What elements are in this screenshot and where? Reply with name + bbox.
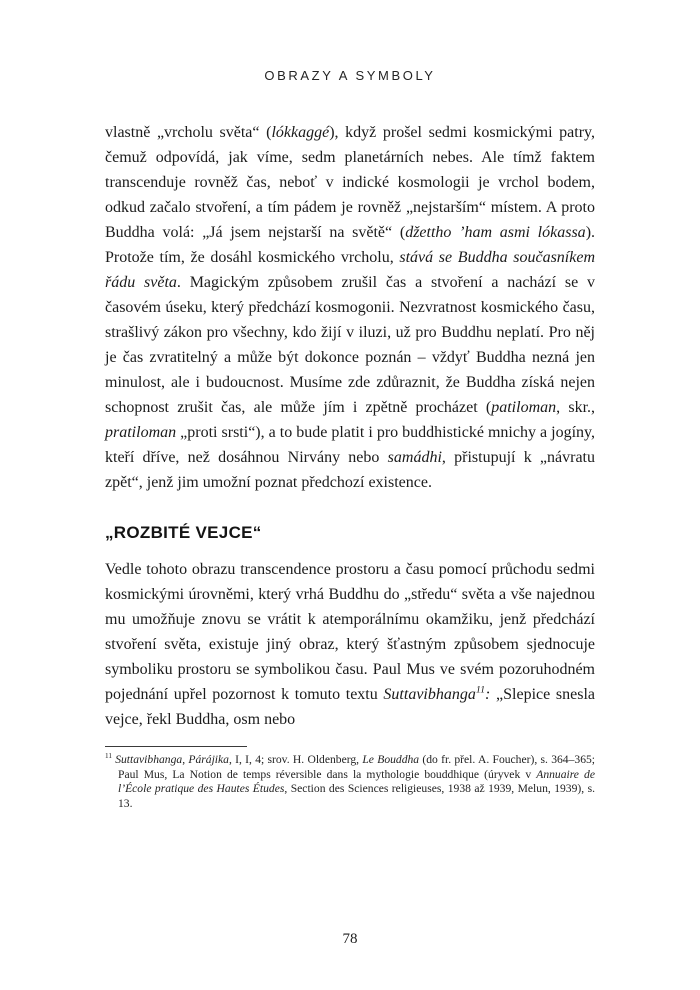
footnote-block [105, 746, 595, 811]
running-head: OBRAZY A SYMBOLY [264, 68, 436, 83]
footnote-text: $^{11}$ Suttavibhanga, Párájika, I, I, 4; srov. H. Oldenberg, Le Bouddha (do fr. přel. A. Foucher), s. 364–365; Paul Mus, La Notion de temps réversible dans la mythologie bouddhique (úryvek v Annuaire de l’École pratique des Hautes Études, Section des Sciences religieuses, 1938 až 1939, Melun, 1939), s. 13. [105, 752, 596, 810]
footnote-divider [105, 746, 247, 747]
page-number: 78 [342, 931, 358, 947]
paragraph-1: vlastně „vrcholu světa“ (lókkaggé), když prošel sedmi kosmickými patry, čemuž odpovídá, jak víme, sedm planetárních nebes. Ale tímž faktem transcenduje rovněž čas, neboť v indické kosmologii je vrchol bodem, odkud začalo stvoření, a tím pádem je rovněž „nejstarším“ místem. A proto Buddha volá: „Já jsem nejstarší na světě“ (džettho ʼham asmi lókassa). Protože tím, že dosáhl kosmického vrcholu, stává se Buddha současníkem řádu světa. Magickým způsobem zrušil čas a stvoření a nachází se v časovém úseku, který předchází kosmogonii. Nezvratnost kosmického času, strašlivý zákon pro všechny, kdo žijí v iluzi, už pro Buddhu neplatí. Pro něj je čas zvratitelný a může být dokonce poznán – vždyť Buddha nezná jen minulost, ale i budoucnost. Musíme zde zdůraznit, že Buddha získá nejen schopnost zrušit čas, ale může jím i zpětně procházet (patiloman, skr., pratiloman „proti srsti“), a to bude platit i pro buddhistické mnichy a jogíny, kteří dříve, než dosáhnou Nirvány nebo samádhi, přistupují k „návratu zpět“, jenž jim umožní poznat předchozí existence. [105, 124, 596, 491]
paragraph-2: Vedle tohoto obrazu transcendence prostoru a času pomocí průchodu sedmi kosmickými úrovněmi, který vrhá Buddhu do „středu“ světa a vše najednou mu umožňuje znovu se vrátit k atemporálnímu okamžiku, jenž předchází stvoření světa, existuje jiný obraz, který šťastným způsobem sjednocuje symboliku prostoru se symbolikou času. Paul Mus ve svém pozoruhodném pojednání upřel pozornost k tomuto textu Suttavibhanga$^{11}$: „Slepice snesla vejce, řekl Buddha, osm nebo [105, 561, 595, 728]
text-block [105, 120, 595, 811]
section-heading: „ROZBITÉ VEJCE“ [105, 523, 262, 542]
